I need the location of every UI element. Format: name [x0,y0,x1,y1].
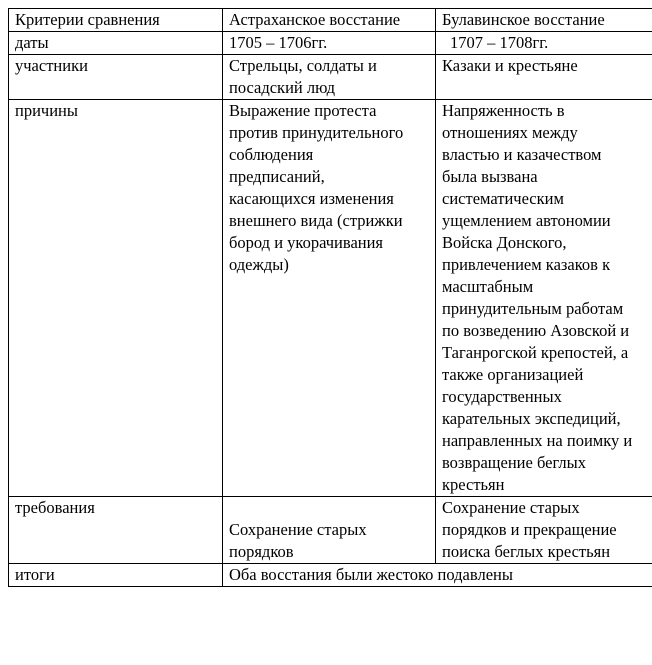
bulavin-participants: Казаки и крестьяне [442,56,578,75]
row-label-cell [9,100,223,497]
header-astrakhan-text: Астраханское восстание [229,10,401,29]
header-bulavin [436,9,652,32]
astrakhan-cell [223,32,436,55]
bulavin-cell [436,497,652,564]
bulavin-cell [436,55,652,100]
row-label: требования [15,498,95,517]
astrakhan-participants: Стрельцы, солдаты и посадский люд [229,56,377,97]
table-row-dates [9,32,652,55]
row-label-cell [9,32,223,55]
row-label: причины [15,101,78,120]
results-merged-cell [223,564,652,587]
bulavin-dates: 1707 – 1708гг. [450,33,549,52]
header-astrakhan [223,9,436,32]
table-row-demands [9,497,652,564]
table-row-results [9,564,652,587]
astrakhan-cell [223,497,436,564]
row-label: даты [15,33,49,52]
table-row-causes [9,100,652,497]
spacer [229,497,429,519]
row-label-cell [9,55,223,100]
astrakhan-cell [223,55,436,100]
row-label: участники [15,56,88,75]
results-text: Оба восстания были жестоко подавлены [229,565,513,584]
row-label-cell [9,564,223,587]
astrakhan-causes: Выражение протеста против принудительного соблюдения предписаний, касающихся изменения внешнего вида (стрижки бород и укорачивания одежды) [229,101,404,274]
bulavin-cell [436,100,652,497]
header-criteria-text: Критерии сравнения [15,10,160,29]
row-label: итоги [15,565,55,584]
header-bulavin-text: Булавинское восстание [442,10,605,29]
astrakhan-demands: Сохранение старых порядков [229,520,367,561]
header-criteria [9,9,223,32]
table-row-participants [9,55,652,100]
bulavin-demands: Сохранение старых порядков и прекращение поиска беглых крестьян [442,498,617,561]
astrakhan-cell [223,100,436,497]
bulavin-cell [436,32,652,55]
bulavin-causes: Напряженность в отношениях между властью и казачеством была вызвана систематическим ущемлением автономии Войска Донского, привлечением казаков к масштабным принудительным работам по возведению Азовской и Таганрогской крепостей, а также организацией государственных карательных экспедиций, направленных на поимку и возвращение беглых крестьян [442,101,633,494]
table-header-row [9,9,652,32]
comparison-table [8,8,652,587]
row-label-cell [9,497,223,564]
astrakhan-dates: 1705 – 1706гг. [229,33,328,52]
